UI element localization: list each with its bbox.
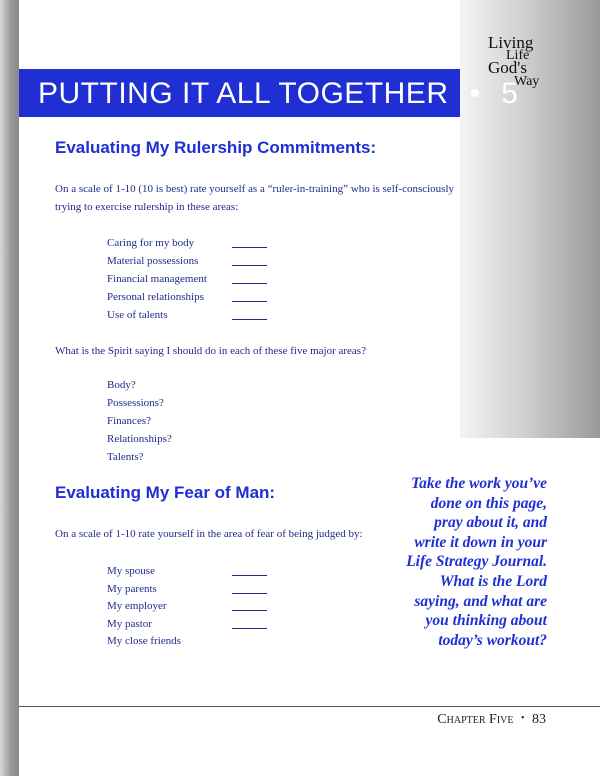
logo-word-life: Life	[506, 48, 530, 63]
logo-word-living: Living	[488, 33, 534, 52]
left-margin-bar	[0, 0, 19, 776]
fear-label: My parents	[107, 583, 157, 595]
rating-row-body	[107, 234, 267, 252]
spirit-question: What is the Spirit saying I should do in each of these five major areas?	[55, 345, 366, 357]
rulership-heading: Evaluating My Rulership Commitments:	[55, 138, 377, 157]
area-item: Talents?	[107, 451, 144, 463]
logo-word-way: Way	[514, 74, 540, 89]
footer-chapter: Chapter Five	[437, 712, 514, 727]
fear-row-spouse	[107, 562, 267, 580]
area-item: Body?	[107, 379, 136, 391]
rating-label: Caring for my body	[107, 237, 195, 249]
rating-row-possessions	[107, 252, 267, 270]
fear-intro: On a scale of 1-10 rate yourself in the area of fear of being judged by:	[55, 528, 363, 540]
rating-blank[interactable]	[232, 318, 267, 320]
rating-row-relationships	[107, 288, 267, 306]
quote-line: saying, and what are	[414, 592, 547, 610]
quote-line: write it down in your	[414, 533, 547, 551]
quote-line: Life Strategy Journal.	[406, 553, 547, 571]
rating-blank[interactable]	[232, 246, 267, 248]
rating-label: Material possessions	[107, 255, 199, 267]
fear-blank[interactable]	[232, 627, 267, 629]
chapter-number: 5	[501, 77, 519, 110]
quote-line: you thinking about	[425, 612, 547, 630]
quote-line: Take the work you’ve	[411, 475, 547, 492]
footer-rule	[19, 706, 600, 707]
area-item: Finances?	[107, 415, 151, 427]
logo-word-gods: God's	[488, 58, 527, 77]
rating-label: Personal relationships	[107, 291, 204, 303]
rating-blank[interactable]	[232, 264, 267, 266]
rating-label: Financial management	[107, 273, 207, 285]
page-title-text: PUTTING IT ALL TOGETHER	[38, 77, 449, 110]
quote-line: done on this page,	[430, 494, 547, 512]
fear-of-man-heading: Evaluating My Fear of Man:	[55, 483, 276, 502]
rating-blank[interactable]	[232, 300, 267, 302]
fear-blank[interactable]	[232, 574, 267, 576]
fear-row-employer	[107, 597, 267, 615]
rating-blank[interactable]	[232, 282, 267, 284]
rating-row-finances	[107, 270, 267, 288]
rulership-intro-line-1: On a scale of 1-10 (10 is best) rate yourself as a “ruler-in-training” who is self-consciously	[55, 183, 455, 195]
footer	[437, 712, 546, 728]
area-item: Possessions?	[107, 397, 164, 409]
fear-row-pastor	[107, 615, 267, 633]
fear-blank[interactable]	[232, 592, 267, 594]
sidebar-quote	[372, 474, 547, 650]
area-item: Relationships?	[107, 433, 172, 445]
title-separator: •	[469, 77, 481, 110]
quote-line: today’s workout?	[438, 631, 547, 649]
fear-label: My employer	[107, 600, 167, 612]
quote-line: What is the Lord	[439, 572, 547, 590]
fear-label: My spouse	[107, 565, 155, 577]
fear-label: My close friends	[107, 635, 181, 647]
fear-row-close-friends	[107, 632, 267, 650]
page-title	[38, 75, 518, 113]
quote-line: pray about it, and	[434, 514, 547, 532]
page-number: 83	[532, 712, 546, 727]
rating-label: Use of talents	[107, 309, 168, 321]
rating-row-talents	[107, 306, 267, 324]
fear-label: My pastor	[107, 618, 152, 630]
rulership-intro-line-2: trying to exercise rulership in these areas:	[55, 201, 239, 213]
footer-separator: •	[520, 713, 525, 724]
fear-blank[interactable]	[232, 609, 267, 611]
fear-row-parents	[107, 580, 267, 598]
